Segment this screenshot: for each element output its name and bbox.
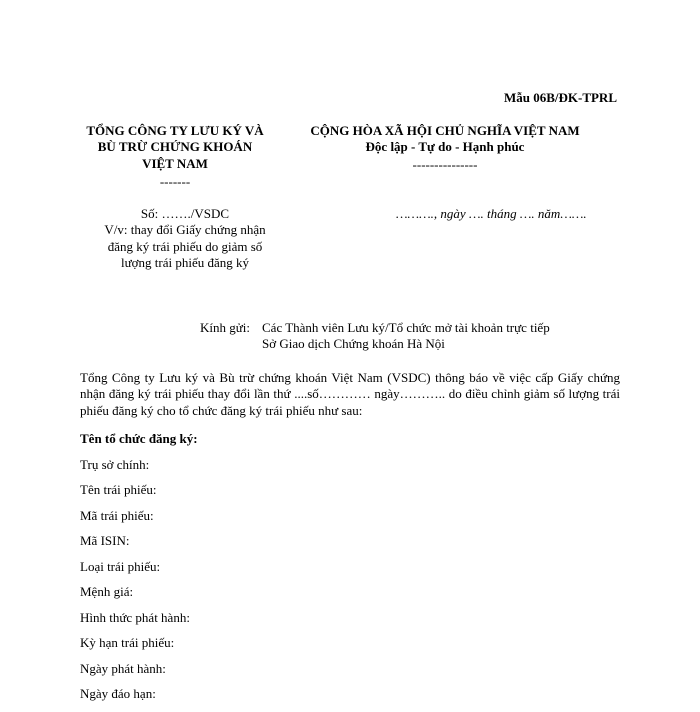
field-par-value: Mệnh giá: [80,584,134,599]
subject-line: V/v: thay đổi Giấy chứng nhận [104,222,266,238]
body-paragraph: Tổng Công ty Lưu ký và Bù trừ chứng khoán Việt Nam (VSDC) thông báo về việc cấp Giấy chứng nhận đăng ký trái phiếu thay đổi lần thứ ....số………… ngày……….. do điều chỉnh giảm số lượng trái phiếu đăng ký cho tổ chức đăng ký trái phiếu như sau: [80,370,620,418]
subject-line: đăng ký trái phiếu do giảm số [107,238,263,254]
field-bond-code: Mã trái phiếu: [80,507,154,523]
subject-line: lượng trái phiếu đăng ký [120,254,249,270]
field-bond-term: Kỳ hạn trái phiếu: [80,635,175,650]
field-bond-name: Tên trái phiếu: [80,482,157,497]
org-name-line: VIỆT NAM [142,155,208,171]
national-header [300,123,590,173]
field-bond-type: Loại trái phiếu: [80,558,161,574]
field-issuance-method: Hình thức phát hành: [80,609,190,625]
recipient-block [200,320,550,353]
recipient-line: Các Thành viên Lưu ký/Tổ chức mở tài khoản trực tiếp [262,320,550,335]
nation-motto: Độc lập - Tự do - Hạnh phúc [365,139,525,155]
field-heading: Tên tổ chức đăng ký: [80,431,198,446]
org-name-line: BÙ TRỪ CHỨNG KHOÁN [97,139,253,155]
reference-block [80,206,290,271]
org-divider: ------- [159,173,191,189]
field-issue-date: Ngày phát hành: [80,660,166,676]
issuer-organization-header [70,123,280,190]
field-maturity-date: Ngày đáo hạn: [80,686,156,701]
recipient-line: Sở Giao dịch Chứng khoán Hà Nội [262,336,445,352]
date-line: ………., ngày …. tháng …. năm……. [396,206,587,221]
nation-title: CỘNG HÒA XÃ HỘI CHỦ NGHĨA VIỆT NAM [310,123,580,138]
field-isin: Mã ISIN: [80,533,130,548]
org-name-line: TỔNG CÔNG TY LƯU KÝ VÀ [86,123,264,138]
recipient-label: Kính gửi: [200,320,251,335]
form-code: Mẫu 06B/ĐK-TPRL [503,90,617,105]
document-number: Số: ……./VSDC [140,206,230,221]
nation-divider: --------------- [412,156,478,172]
field-head-office: Trụ sở chính: [80,456,150,472]
registration-fields [80,431,620,712]
